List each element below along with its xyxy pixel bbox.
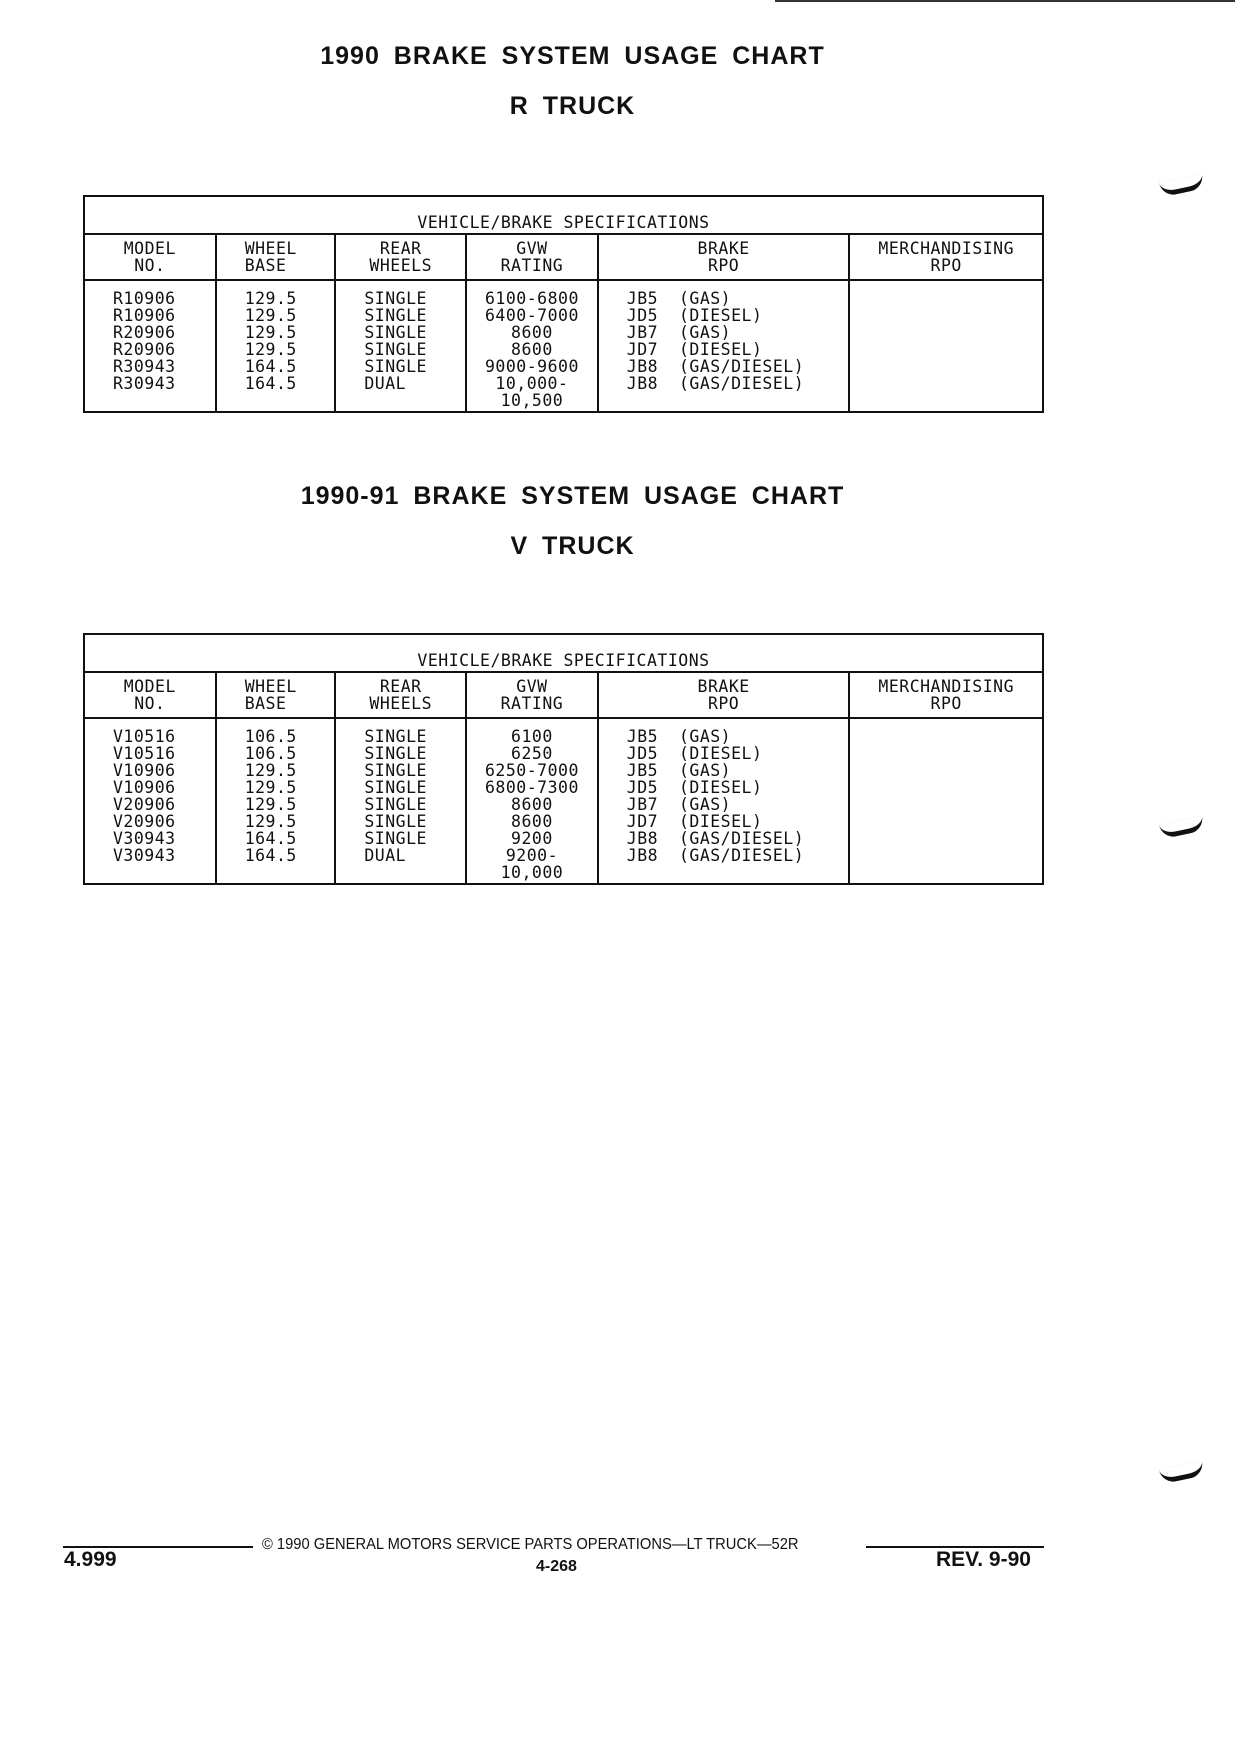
chart-title-r: 1990 BRAKE SYSTEM USAGE CHART: [320, 42, 825, 70]
wheel-base-cell: 106.5 106.5 129.5 129.5 129.5 129.5 164.5 164.5: [216, 718, 336, 884]
footer-copyright: © 1990 GENERAL MOTORS SERVICE PARTS OPERATIONS—LT TRUCK—52R: [262, 1536, 799, 1553]
table-body-row: [84, 280, 1043, 412]
chart-title-v: 1990-91 BRAKE SYSTEM USAGE CHART: [300, 482, 845, 510]
header-merch: MERCHANDISING RPO: [849, 234, 1043, 280]
spec-table-v: [83, 633, 1044, 885]
wheel-base-cell: 129.5 129.5 129.5 129.5 164.5 164.5: [216, 280, 336, 412]
footer-left-number: 4.999: [64, 1548, 117, 1571]
brake-rpo-cell: JB5 (GAS) JD5 (DIESEL) JB5 (GAS) JD5 (DIESEL) JB7 (GAS) JD7 (DIESEL) JB8 (GAS/DIESEL) JB8 (GAS/DIESEL): [598, 718, 850, 884]
header-gvw: GVW RATING: [466, 672, 598, 718]
table-header-row: [84, 234, 1043, 280]
chart-subtitle-r: R TRUCK: [509, 92, 636, 120]
gvw-cell: 6100-6800 6400-7000 8600 8600 9000-9600 10,000- 10,500: [466, 280, 598, 412]
header-model: MODEL NO.: [84, 672, 216, 718]
footer-revision: REV. 9-90: [936, 1548, 1031, 1571]
table-caption: VEHICLE/BRAKE SPECIFICATIONS: [84, 634, 1043, 672]
header-rear-wheels: REAR WHEELS: [335, 672, 466, 718]
header-brake: BRAKE RPO: [598, 234, 850, 280]
header-merch: MERCHANDISING RPO: [849, 672, 1043, 718]
merch-rpo-cell: [849, 280, 1043, 412]
model-cell: R10906 R10906 R20906 R20906 R30943 R30943: [84, 280, 216, 412]
chart-subtitle-v: V TRUCK: [510, 532, 635, 560]
model-cell: V10516 V10516 V10906 V10906 V20906 V20906 V30943 V30943: [84, 718, 216, 884]
binder-mark: [1159, 816, 1205, 840]
spec-table-r: [83, 195, 1044, 413]
gvw-cell: 6100 6250 6250-7000 6800-7300 8600 8600 9200 9200- 10,000: [466, 718, 598, 884]
header-gvw: GVW RATING: [466, 234, 598, 280]
brake-rpo-cell: JB5 (GAS) JD5 (DIESEL) JB7 (GAS) JD7 (DIESEL) JB8 (GAS/DIESEL) JB8 (GAS/DIESEL): [598, 280, 850, 412]
top-edge-rule: [775, 0, 1235, 2]
header-rear-wheels: REAR WHEELS: [335, 234, 466, 280]
rear-wheels-cell: SINGLE SINGLE SINGLE SINGLE SINGLE SINGLE SINGLE DUAL: [335, 718, 466, 884]
rear-wheels-cell: SINGLE SINGLE SINGLE SINGLE SINGLE DUAL: [335, 280, 466, 412]
table-header-row: [84, 672, 1043, 718]
table-caption: VEHICLE/BRAKE SPECIFICATIONS: [84, 196, 1043, 234]
header-wheel-base: WHEEL BASE: [216, 672, 336, 718]
header-model: MODEL NO.: [84, 234, 216, 280]
binder-mark: [1159, 174, 1205, 198]
table-body-row: [84, 718, 1043, 884]
footer-page-number: 4-268: [536, 1558, 577, 1575]
binder-mark: [1159, 1461, 1205, 1485]
merch-rpo-cell: [849, 718, 1043, 884]
header-brake: BRAKE RPO: [598, 672, 850, 718]
header-wheel-base: WHEEL BASE: [216, 234, 336, 280]
